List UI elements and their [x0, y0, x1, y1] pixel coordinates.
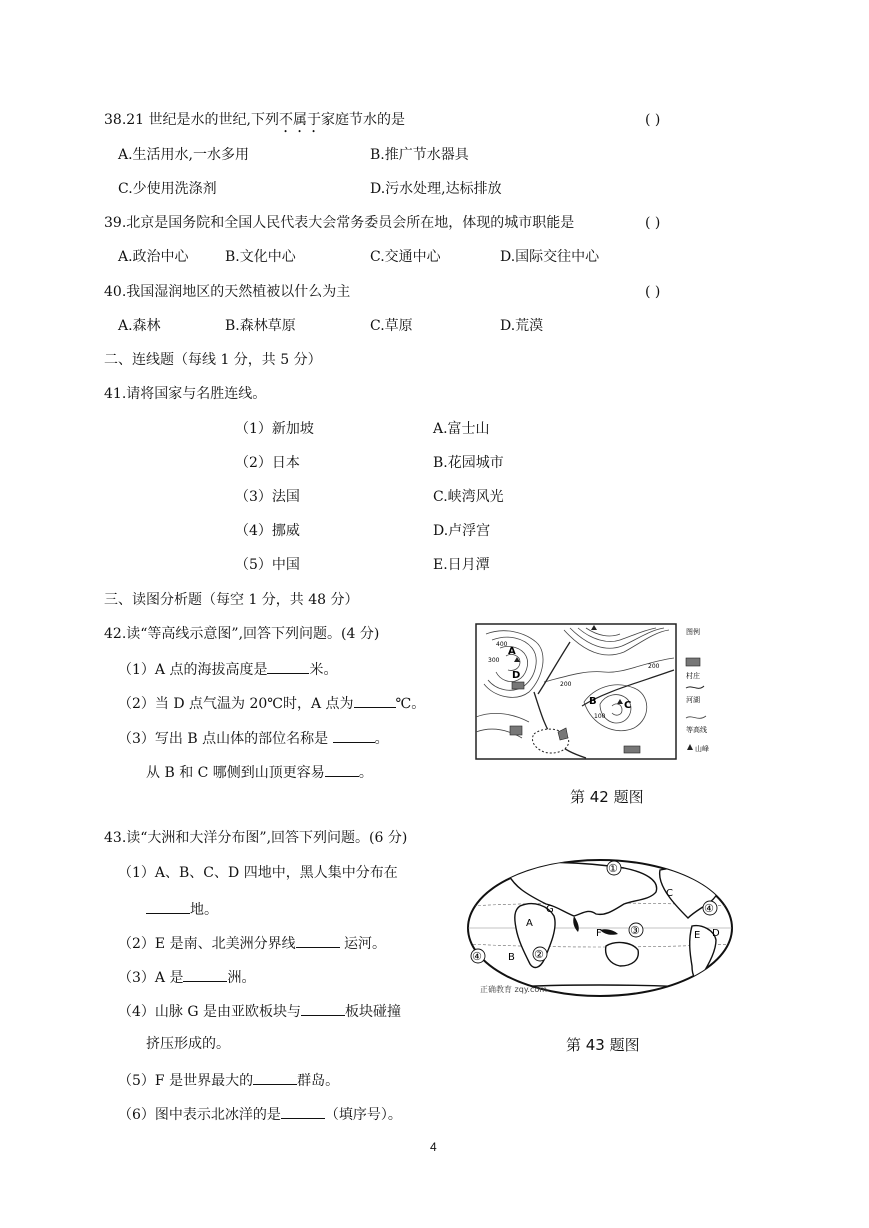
map-label-d: D [512, 670, 521, 681]
q40-option-a: A.森林 [118, 318, 161, 334]
q43-line-4b: 挤压形成的。 [146, 1036, 230, 1052]
ocean-marker-4-right: ④ [704, 902, 714, 915]
map-watermark: 正确教育 zqy.com [480, 985, 548, 994]
q42-line-4: 从 B 和 C 哪侧到山顶更容易 。 [146, 762, 373, 782]
map-legend [686, 627, 709, 753]
legend-contour: 等高线 [686, 726, 707, 734]
legend-peak: 山峰 [695, 745, 709, 753]
q43-line-4: （4）山脉 G 是由亚欧板块与 板块碰撞 [118, 1001, 401, 1021]
q41-right-3: C.峡湾风光 [433, 489, 504, 505]
q38-option-c: C.少使用洗涤剂 [118, 181, 217, 197]
q38-stem-a: 38.21 世纪是水的世纪,下列 [104, 112, 279, 128]
q39-answer-paren: ( ) [645, 215, 661, 231]
ocean-marker-3: ③ [630, 924, 640, 937]
map-letter-f: F [596, 928, 602, 939]
contour-value-200: 200 [560, 681, 572, 688]
q41-left-4: （4）挪威 [235, 523, 300, 539]
q41-right-4: D.卢浮宫 [433, 523, 491, 539]
ocean-marker-1: ① [608, 862, 618, 875]
legend-title: 图例 [686, 628, 700, 636]
legend-village: 村庄 [686, 672, 700, 680]
q39-option-c: C.交通中心 [370, 249, 441, 265]
q38-emphasis: 不属于 [278, 112, 321, 128]
q38-stem-b: 家庭节水的是 [320, 112, 405, 128]
q41-stem: 41.请将国家与名胜连线。 [104, 386, 267, 402]
q43-line-1b: 地。 [146, 899, 218, 919]
contour-value-100: 100 [594, 713, 606, 720]
q43-blank-4[interactable] [301, 1001, 345, 1016]
q42-line-3: （3）写出 B 点山体的部位名称是 。 [118, 728, 389, 748]
q40-answer-paren: ( ) [645, 284, 661, 300]
q42-line-1: （1）A 点的海拔高度是 米。 [118, 659, 337, 679]
map-letter-b: B [508, 952, 515, 963]
legend-river: 河湖 [686, 696, 700, 704]
q38-answer-paren: ( ) [645, 112, 661, 128]
q42-figure-caption: 第 42 题图 [570, 788, 644, 806]
q38-option-b: B.推广节水器具 [370, 147, 469, 163]
q42-blank-2[interactable] [354, 693, 396, 708]
q41-right-1: A.富士山 [433, 421, 490, 437]
map-letter-g: G [546, 904, 554, 915]
q38-option-d: D.污水处理,达标排放 [370, 181, 502, 197]
map-letter-e: E [694, 930, 701, 941]
q41-right-5: E.日月潭 [433, 557, 490, 573]
q43-blank-1[interactable] [146, 899, 190, 914]
q40-stem: 40.我国湿润地区的天然植被以什么为主 [104, 284, 351, 300]
map-label-c: C [624, 700, 632, 711]
ocean-marker-4-left: ④ [472, 950, 482, 963]
q40-option-b: B.森林草原 [225, 318, 296, 334]
q43-stem: 43.读“大洲和大洋分布图”,回答下列问题。(6 分) [104, 830, 408, 846]
q41-left-1: （1）新加坡 [235, 421, 314, 437]
q43-line-3: （3）A 是 洲。 [118, 967, 255, 987]
map-letter-a: A [526, 918, 533, 929]
q41-left-3: （3）法国 [235, 489, 300, 505]
q43-line-2: （2）E 是南、北美洲分界线 运河。 [118, 933, 386, 953]
q38-stem [104, 111, 405, 136]
world-map-figure [464, 856, 736, 1026]
contour-value-300: 300 [488, 657, 500, 664]
q42-line-2: （2）当 D 点气温为 20℃时，A 点为 ℃。 [118, 693, 425, 713]
map-label-b: B [589, 696, 597, 707]
map-label-a: A [508, 646, 516, 657]
q43-blank-2[interactable] [296, 933, 340, 948]
map-letter-d: D [712, 928, 720, 939]
q41-right-2: B.花园城市 [433, 455, 504, 471]
map-letter-c: C [666, 888, 673, 899]
q40-option-c: C.草原 [370, 318, 413, 334]
q43-blank-3[interactable] [183, 967, 227, 982]
q40-option-d: D.荒漠 [500, 318, 544, 334]
contour-value-200b: 200 [648, 663, 660, 670]
q42-blank-4[interactable] [325, 762, 359, 777]
section-3-heading: 三、读图分析题（每空 1 分，共 48 分） [104, 592, 359, 608]
q43-line-6: （6）图中表示北冰洋的是 （填序号）。 [118, 1104, 402, 1124]
contour-map-figure [474, 622, 746, 774]
q43-blank-6[interactable] [281, 1104, 325, 1119]
q43-line-1: （1）A、B、C、D 四地中，黑人集中分布在 [118, 865, 398, 881]
q42-stem: 42.读“等高线示意图”,回答下列问题。(4 分) [104, 626, 380, 642]
q42-blank-3[interactable] [333, 728, 375, 743]
section-2-heading: 二、连线题（每线 1 分，共 5 分） [104, 352, 322, 368]
q43-figure-caption: 第 43 题图 [566, 1036, 640, 1054]
page-number: 4 [430, 1140, 437, 1154]
contour-value-400: 400 [496, 641, 508, 648]
q43-line-5: （5）F 是世界最大的 群岛。 [118, 1070, 339, 1090]
q39-stem: 39.北京是国务院和全国人民代表大会常务委员会所在地，体现的城市职能是 [104, 215, 575, 231]
q39-option-d: D.国际交往中心 [500, 249, 600, 265]
q43-blank-5[interactable] [253, 1070, 297, 1085]
q39-option-b: B.文化中心 [225, 249, 296, 265]
q41-left-5: （5）中国 [235, 557, 300, 573]
ocean-marker-2: ② [534, 948, 544, 961]
q41-left-2: （2）日本 [235, 455, 300, 471]
q38-option-a: A.生活用水,一水多用 [118, 147, 250, 163]
q42-blank-1[interactable] [267, 659, 309, 674]
q39-option-a: A.政治中心 [118, 249, 189, 265]
